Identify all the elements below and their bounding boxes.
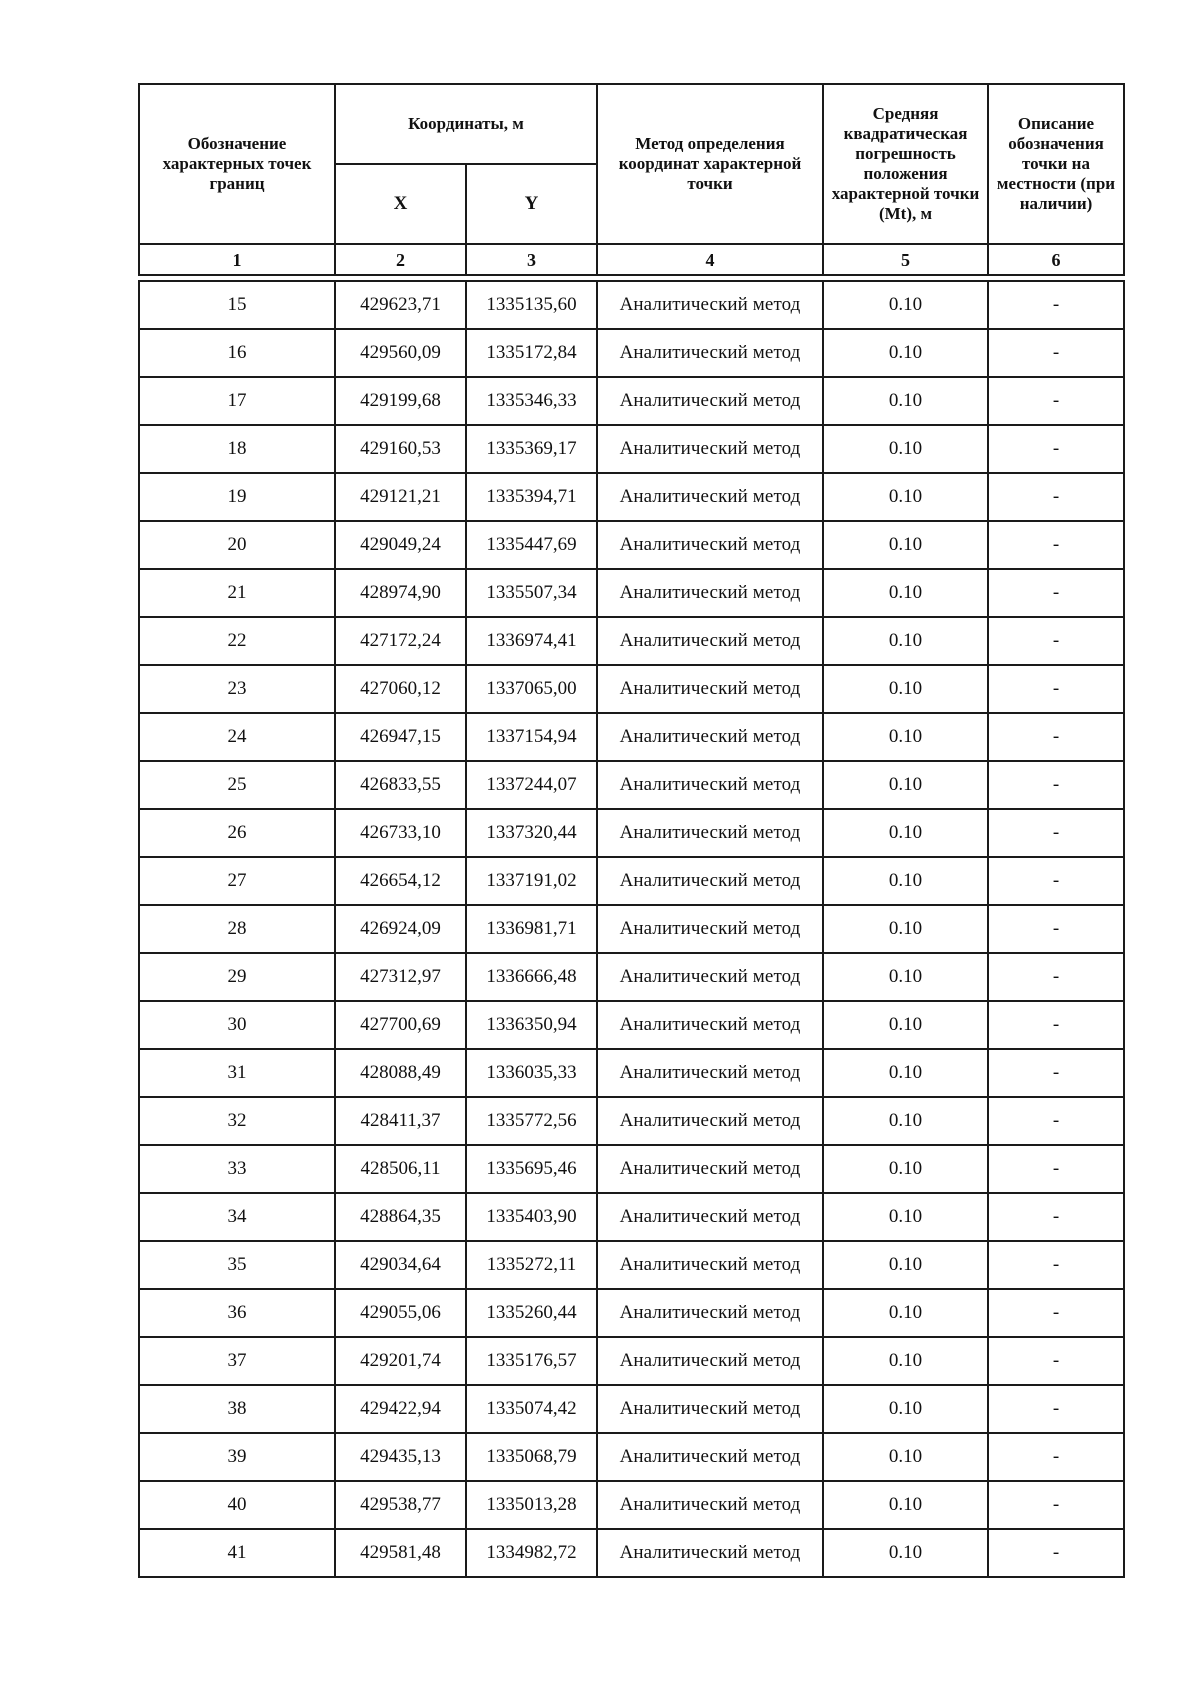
cell-point: 33 — [139, 1145, 335, 1193]
header-point: Обозначение характерных точек границ — [139, 84, 335, 244]
table-row — [139, 809, 1124, 857]
cell-method: Аналитический метод — [597, 377, 823, 425]
cell-description: - — [988, 665, 1124, 713]
cell-error: 0.10 — [823, 1481, 988, 1529]
cell-description: - — [988, 809, 1124, 857]
cell-error: 0.10 — [823, 1097, 988, 1145]
cell-y: 1335403,90 — [466, 1193, 597, 1241]
table-header — [139, 84, 1124, 275]
cell-y: 1335346,33 — [466, 377, 597, 425]
col-number: 5 — [823, 244, 988, 275]
cell-description: - — [988, 1145, 1124, 1193]
cell-point: 25 — [139, 761, 335, 809]
cell-method: Аналитический метод — [597, 1145, 823, 1193]
cell-y: 1337191,02 — [466, 857, 597, 905]
cell-x: 426947,15 — [335, 713, 466, 761]
cell-description: - — [988, 329, 1124, 377]
cell-method: Аналитический метод — [597, 473, 823, 521]
cell-x: 429199,68 — [335, 377, 466, 425]
cell-x: 427060,12 — [335, 665, 466, 713]
cell-description: - — [988, 857, 1124, 905]
cell-point: 21 — [139, 569, 335, 617]
cell-error: 0.10 — [823, 665, 988, 713]
header-error: Средняя квадратическая погрешность положения характерной точки (Mt), м — [823, 84, 988, 244]
cell-method: Аналитический метод — [597, 425, 823, 473]
cell-y: 1336666,48 — [466, 953, 597, 1001]
cell-y: 1335394,71 — [466, 473, 597, 521]
cell-description: - — [988, 281, 1124, 329]
cell-point: 35 — [139, 1241, 335, 1289]
cell-point: 28 — [139, 905, 335, 953]
cell-y: 1335447,69 — [466, 521, 597, 569]
cell-description: - — [988, 569, 1124, 617]
cell-y: 1336035,33 — [466, 1049, 597, 1097]
cell-error: 0.10 — [823, 761, 988, 809]
cell-description: - — [988, 1049, 1124, 1097]
cell-y: 1337320,44 — [466, 809, 597, 857]
cell-description: - — [988, 905, 1124, 953]
cell-description: - — [988, 1385, 1124, 1433]
cell-x: 426733,10 — [335, 809, 466, 857]
cell-method: Аналитический метод — [597, 1001, 823, 1049]
cell-error: 0.10 — [823, 1001, 988, 1049]
table-row — [139, 713, 1124, 761]
cell-x: 428506,11 — [335, 1145, 466, 1193]
cell-point: 23 — [139, 665, 335, 713]
cell-x: 429121,21 — [335, 473, 466, 521]
cell-x: 426833,55 — [335, 761, 466, 809]
cell-description: - — [988, 521, 1124, 569]
cell-x: 426654,12 — [335, 857, 466, 905]
cell-point: 27 — [139, 857, 335, 905]
cell-x: 429034,64 — [335, 1241, 466, 1289]
cell-error: 0.10 — [823, 1145, 988, 1193]
table-row — [139, 1385, 1124, 1433]
cell-method: Аналитический метод — [597, 617, 823, 665]
cell-y: 1335507,34 — [466, 569, 597, 617]
cell-x: 429160,53 — [335, 425, 466, 473]
cell-point: 31 — [139, 1049, 335, 1097]
cell-y: 1337065,00 — [466, 665, 597, 713]
cell-description: - — [988, 953, 1124, 1001]
col-number: 1 — [139, 244, 335, 275]
cell-description: - — [988, 1289, 1124, 1337]
cell-y: 1335176,57 — [466, 1337, 597, 1385]
cell-x: 428974,90 — [335, 569, 466, 617]
table-row — [139, 953, 1124, 1001]
cell-description: - — [988, 377, 1124, 425]
cell-method: Аналитический метод — [597, 521, 823, 569]
cell-error: 0.10 — [823, 1193, 988, 1241]
cell-y: 1335135,60 — [466, 281, 597, 329]
cell-point: 40 — [139, 1481, 335, 1529]
cell-x: 427700,69 — [335, 1001, 466, 1049]
table-row — [139, 281, 1124, 329]
cell-x: 427312,97 — [335, 953, 466, 1001]
table-row — [139, 857, 1124, 905]
cell-error: 0.10 — [823, 569, 988, 617]
cell-error: 0.10 — [823, 1241, 988, 1289]
cell-y: 1335013,28 — [466, 1481, 597, 1529]
table-row — [139, 1049, 1124, 1097]
cell-x: 428864,35 — [335, 1193, 466, 1241]
cell-method: Аналитический метод — [597, 1097, 823, 1145]
cell-y: 1337244,07 — [466, 761, 597, 809]
table-row — [139, 425, 1124, 473]
table-body — [139, 281, 1124, 1577]
cell-error: 0.10 — [823, 1529, 988, 1577]
cell-point: 30 — [139, 1001, 335, 1049]
cell-x: 429055,06 — [335, 1289, 466, 1337]
cell-y: 1335369,17 — [466, 425, 597, 473]
cell-error: 0.10 — [823, 905, 988, 953]
cell-method: Аналитический метод — [597, 1481, 823, 1529]
cell-error: 0.10 — [823, 377, 988, 425]
cell-x: 429581,48 — [335, 1529, 466, 1577]
header-coords: Координаты, м — [335, 84, 597, 164]
table-row — [139, 1001, 1124, 1049]
col-number: 2 — [335, 244, 466, 275]
cell-method: Аналитический метод — [597, 1385, 823, 1433]
cell-description: - — [988, 1433, 1124, 1481]
cell-method: Аналитический метод — [597, 1433, 823, 1481]
table-row — [139, 1241, 1124, 1289]
cell-method: Аналитический метод — [597, 713, 823, 761]
cell-error: 0.10 — [823, 521, 988, 569]
cell-point: 20 — [139, 521, 335, 569]
cell-point: 36 — [139, 1289, 335, 1337]
cell-error: 0.10 — [823, 1433, 988, 1481]
cell-method: Аналитический метод — [597, 857, 823, 905]
boundary-points-table — [138, 83, 1125, 1578]
cell-point: 37 — [139, 1337, 335, 1385]
cell-error: 0.10 — [823, 1049, 988, 1097]
cell-description: - — [988, 1001, 1124, 1049]
cell-error: 0.10 — [823, 1289, 988, 1337]
cell-method: Аналитический метод — [597, 569, 823, 617]
cell-x: 429201,74 — [335, 1337, 466, 1385]
cell-description: - — [988, 473, 1124, 521]
cell-y: 1335272,11 — [466, 1241, 597, 1289]
table-row — [139, 1337, 1124, 1385]
cell-x: 429538,77 — [335, 1481, 466, 1529]
cell-point: 29 — [139, 953, 335, 1001]
column-numbers-row — [139, 244, 1124, 275]
cell-y: 1335772,56 — [466, 1097, 597, 1145]
header-method: Метод определения координат характерной точки — [597, 84, 823, 244]
cell-x: 428411,37 — [335, 1097, 466, 1145]
cell-method: Аналитический метод — [597, 905, 823, 953]
cell-y: 1335074,42 — [466, 1385, 597, 1433]
header-y: Y — [466, 164, 597, 244]
col-number: 4 — [597, 244, 823, 275]
cell-x: 426924,09 — [335, 905, 466, 953]
cell-method: Аналитический метод — [597, 281, 823, 329]
table-row — [139, 1097, 1124, 1145]
table-row — [139, 377, 1124, 425]
header-x: X — [335, 164, 466, 244]
table-row — [139, 905, 1124, 953]
col-number: 6 — [988, 244, 1124, 275]
table-row — [139, 1289, 1124, 1337]
table-row — [139, 569, 1124, 617]
cell-x: 427172,24 — [335, 617, 466, 665]
cell-y: 1336350,94 — [466, 1001, 597, 1049]
cell-y: 1335260,44 — [466, 1289, 597, 1337]
cell-point: 24 — [139, 713, 335, 761]
table-row — [139, 1481, 1124, 1529]
cell-description: - — [988, 1193, 1124, 1241]
cell-point: 41 — [139, 1529, 335, 1577]
cell-description: - — [988, 1529, 1124, 1577]
table-row — [139, 329, 1124, 377]
table-row — [139, 617, 1124, 665]
cell-method: Аналитический метод — [597, 1337, 823, 1385]
cell-description: - — [988, 761, 1124, 809]
cell-x: 428088,49 — [335, 1049, 466, 1097]
cell-point: 32 — [139, 1097, 335, 1145]
cell-method: Аналитический метод — [597, 1289, 823, 1337]
cell-point: 16 — [139, 329, 335, 377]
cell-point: 38 — [139, 1385, 335, 1433]
cell-point: 26 — [139, 809, 335, 857]
cell-method: Аналитический метод — [597, 1049, 823, 1097]
cell-error: 0.10 — [823, 713, 988, 761]
header-description: Описание обозначения точки на местности (при наличии) — [988, 84, 1124, 244]
cell-error: 0.10 — [823, 953, 988, 1001]
cell-error: 0.10 — [823, 617, 988, 665]
table-row — [139, 1145, 1124, 1193]
cell-point: 18 — [139, 425, 335, 473]
cell-x: 429049,24 — [335, 521, 466, 569]
table-row — [139, 761, 1124, 809]
table-row — [139, 1193, 1124, 1241]
cell-description: - — [988, 1337, 1124, 1385]
cell-y: 1334982,72 — [466, 1529, 597, 1577]
cell-y: 1335172,84 — [466, 329, 597, 377]
cell-method: Аналитический метод — [597, 665, 823, 713]
cell-method: Аналитический метод — [597, 1241, 823, 1289]
cell-point: 17 — [139, 377, 335, 425]
cell-description: - — [988, 1241, 1124, 1289]
col-number: 3 — [466, 244, 597, 275]
table-row — [139, 665, 1124, 713]
table-row — [139, 1529, 1124, 1577]
cell-y: 1336974,41 — [466, 617, 597, 665]
cell-y: 1337154,94 — [466, 713, 597, 761]
cell-method: Аналитический метод — [597, 809, 823, 857]
cell-description: - — [988, 1481, 1124, 1529]
table-row — [139, 473, 1124, 521]
cell-x: 429435,13 — [335, 1433, 466, 1481]
cell-method: Аналитический метод — [597, 1529, 823, 1577]
cell-point: 34 — [139, 1193, 335, 1241]
cell-error: 0.10 — [823, 1337, 988, 1385]
cell-error: 0.10 — [823, 809, 988, 857]
cell-description: - — [988, 713, 1124, 761]
cell-y: 1335695,46 — [466, 1145, 597, 1193]
cell-error: 0.10 — [823, 1385, 988, 1433]
cell-point: 39 — [139, 1433, 335, 1481]
cell-x: 429623,71 — [335, 281, 466, 329]
cell-description: - — [988, 425, 1124, 473]
cell-error: 0.10 — [823, 857, 988, 905]
cell-point: 15 — [139, 281, 335, 329]
cell-x: 429560,09 — [335, 329, 466, 377]
cell-y: 1336981,71 — [466, 905, 597, 953]
cell-method: Аналитический метод — [597, 1193, 823, 1241]
cell-error: 0.10 — [823, 329, 988, 377]
cell-description: - — [988, 617, 1124, 665]
table-row — [139, 1433, 1124, 1481]
cell-method: Аналитический метод — [597, 953, 823, 1001]
cell-point: 19 — [139, 473, 335, 521]
cell-error: 0.10 — [823, 281, 988, 329]
cell-y: 1335068,79 — [466, 1433, 597, 1481]
cell-error: 0.10 — [823, 473, 988, 521]
cell-description: - — [988, 1097, 1124, 1145]
cell-x: 429422,94 — [335, 1385, 466, 1433]
table-row — [139, 521, 1124, 569]
cell-method: Аналитический метод — [597, 761, 823, 809]
cell-error: 0.10 — [823, 425, 988, 473]
cell-point: 22 — [139, 617, 335, 665]
coordinates-document — [138, 83, 1123, 1578]
cell-method: Аналитический метод — [597, 329, 823, 377]
